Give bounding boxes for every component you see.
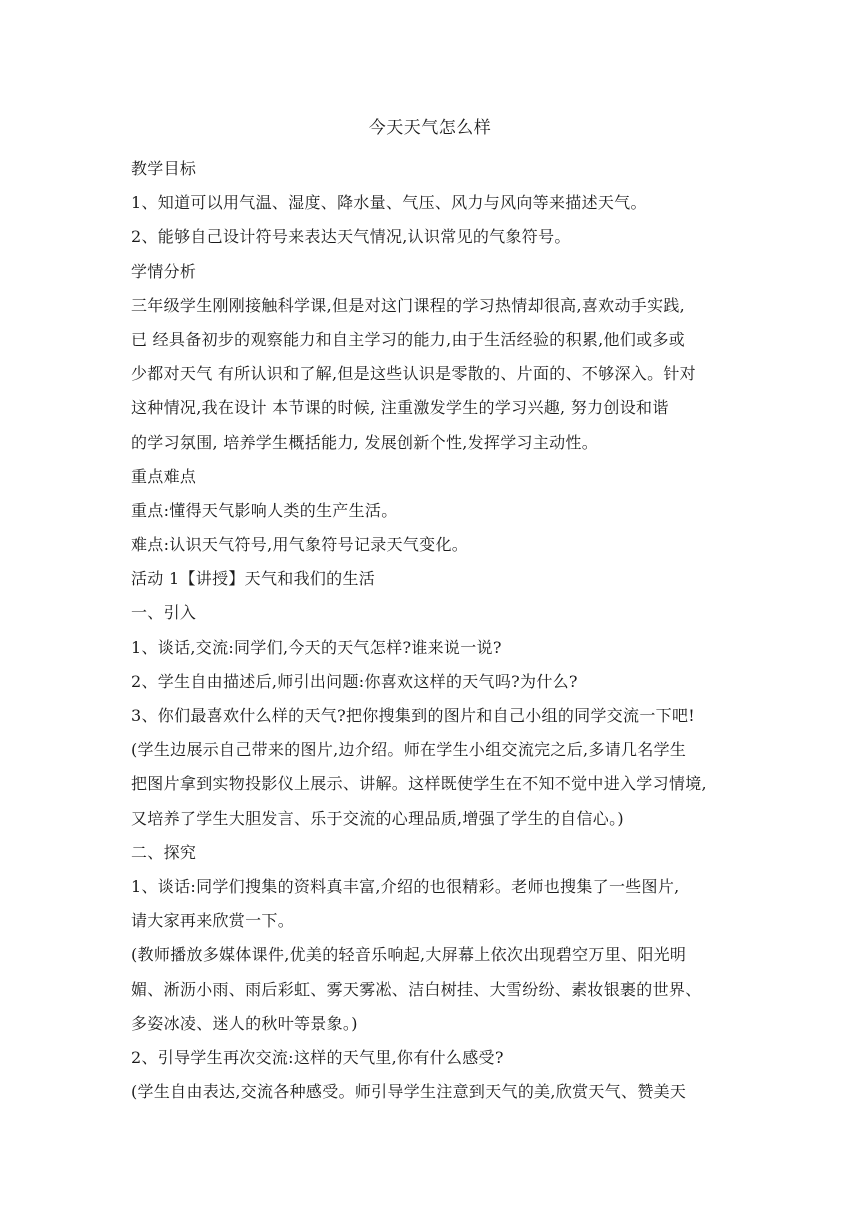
- text-line: (教师播放多媒体课件,优美的轻音乐响起,大屏幕上依次出现碧空万里、阳光明: [131, 945, 687, 965]
- text-line: 的学习氛围, 培养学生概括能力, 发展创新个性,发挥学习主动性。: [131, 432, 599, 452]
- text-line: 教学目标: [131, 159, 197, 178]
- text-line: 学情分析: [131, 261, 197, 281]
- text-line: 三年级学生刚刚接触科学课,但是对这门课程的学习热情却很高,喜欢动手实践,: [131, 295, 686, 315]
- text-line: 2、能够自己设计符号来表达天气情况,认识常见的气象符号。: [131, 227, 571, 247]
- text-line: 3、你们最喜欢什么样的天气?把你搜集到的图片和自己小组的同学交流一下吧!: [131, 706, 695, 725]
- text-line: 1、谈话:同学们搜集的资料真丰富,介绍的也很精彩。老师也搜集了一些图片,: [131, 876, 680, 896]
- text-line: (学生边展示自己带来的图片,边介绍。师在学生小组交流完之后,多请几名学生: [131, 740, 687, 760]
- text-line: 二、探究: [131, 842, 197, 862]
- text-line: 一、引入: [131, 603, 197, 623]
- text-line: 这种情况,我在设计 本节课的时候, 注重激发学生的学习兴趣, 努力创设和谐: [131, 398, 669, 418]
- text-line: 2、引导学生再次交流:这样的天气里,你有什么感受?: [131, 1047, 504, 1067]
- text-line: 1、知道可以用气温、湿度、降水量、气压、风力与风向等来描述天气。: [131, 193, 647, 213]
- text-line: 又培养了学生大胆发言、乐于交流的心理品质,增强了学生的自信心。): [131, 808, 624, 828]
- text-line: 把图片拿到实物投影仪上展示、讲解。这样既使学生在不知不觉中进入学习情境,: [131, 774, 707, 794]
- document-body: [131, 152, 741, 1109]
- text-line: 难点:认识天气符号,用气象符号记录天气变化。: [131, 535, 469, 555]
- text-line: 少都对天气 有所认识和了解,但是这些认识是零散的、片面的、不够深入。针对: [131, 364, 696, 384]
- text-line: (学生自由表达,交流各种感受。师引导学生注意到天气的美,欣赏天气、赞美天: [131, 1082, 687, 1102]
- document-title: 今天天气怎么样: [368, 118, 492, 138]
- text-line: 请大家再来欣赏一下。: [131, 911, 295, 931]
- text-line: 多姿冰凌、迷人的秋叶等景象。): [131, 1013, 358, 1033]
- text-line: 媚、淅沥小雨、雨后彩虹、雾天雾凇、洁白树挂、大雪纷纷、素妆银裹的世界、: [131, 979, 702, 999]
- text-line: 1、谈话,交流:同学们,今天的天气怎样?谁来说一说?: [131, 637, 502, 657]
- text-line: 活动 1【讲授】天气和我们的生活: [131, 569, 376, 589]
- text-line: 2、学生自由描述后,师引出问题:你喜欢这样的天气吗?为什么?: [131, 671, 578, 691]
- text-line: 已 经具备初步的观察能力和自主学习的能力,由于生活经验的积累,他们或多或: [131, 329, 686, 349]
- text-line: 重点难点: [131, 466, 197, 486]
- text-line: 重点:懂得天气影响人类的生产生活。: [131, 500, 398, 520]
